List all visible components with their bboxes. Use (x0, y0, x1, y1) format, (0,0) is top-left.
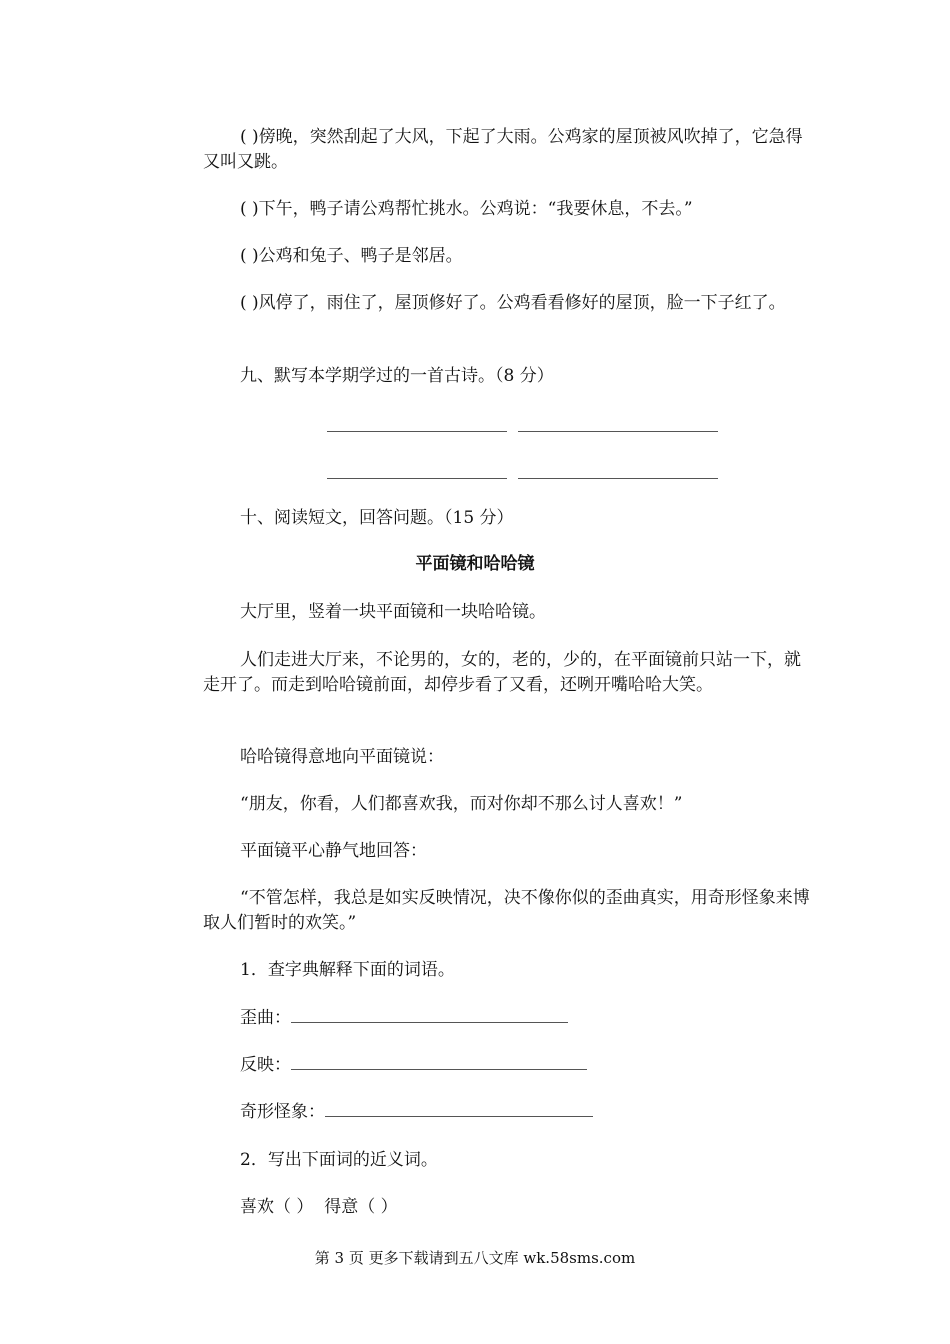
order-item-1 (203, 125, 813, 175)
question-1-prompt: 1．查字典解释下面的词语。 (240, 960, 455, 980)
story-paragraph-5: 平面镜平心静气地回答： (240, 841, 427, 861)
story-paragraph-2: 人们走进大厅来，不论男的，女的，老的，少的，在平面镜前只站一下，就走开了。而走到哈哈镜前面，却停步看了又看，还咧开嘴哈哈大笑。 (203, 650, 801, 695)
order-item-4 (203, 291, 813, 316)
order-blank-4: ( ) (240, 293, 259, 313)
poem-line-1-right[interactable] (518, 431, 718, 432)
story-paragraph-1: 大厅里，竖着一块平面镜和一块哈哈镜。 (240, 602, 546, 622)
order-text-1: 傍晚，突然刮起了大风，下起了大雨。公鸡家的屋顶被风吹掉了，它急得又叫又跳。 (203, 127, 803, 172)
order-blank-2: ( ) (240, 199, 259, 219)
page-footer: 第 3 页 更多下载请到五八文库 wk.58sms.com (314, 1249, 636, 1267)
q1-answer-line-2[interactable] (291, 1055, 587, 1070)
q1-word-1-row (240, 1006, 800, 1031)
story-title: 平面镜和哈哈镜 (415, 554, 535, 574)
story-paragraph-3: 哈哈镜得意地向平面镜说： (240, 747, 444, 767)
order-item-3 (203, 244, 813, 269)
poem-line-1-left[interactable] (327, 431, 507, 432)
order-item-2 (203, 197, 813, 222)
q1-answer-line-1[interactable] (291, 1008, 568, 1023)
question-2-answers: 喜欢（ ） 得意（ ） (240, 1197, 398, 1217)
q1-word-3-row (240, 1100, 800, 1125)
order-blank-3: ( ) (240, 246, 259, 266)
order-text-4: 风停了，雨住了，屋顶修好了。公鸡看看修好的屋顶，脸一下子红了。 (258, 293, 786, 313)
poem-line-2-left[interactable] (327, 478, 507, 479)
q1-word-2-row (240, 1053, 800, 1078)
q1-answer-line-3[interactable] (325, 1102, 593, 1117)
story-paragraph-6: “不管怎样，我总是如实反映情况，决不像你似的歪曲真实，用奇形怪象来博取人们暂时的欢笑。” (203, 888, 810, 933)
q1-word-2: 反映： (240, 1055, 291, 1075)
q1-word-1: 歪曲： (240, 1008, 291, 1028)
section-10-heading: 十、阅读短文，回答问题。（15 分） (240, 508, 514, 528)
order-text-2: 下午，鸭子请公鸡帮忙挑水。公鸡说：“我要休息，不去。” (258, 199, 693, 219)
order-blank-1: ( ) (240, 127, 259, 147)
poem-line-2-right[interactable] (518, 478, 718, 479)
question-2-prompt: 2．写出下面词的近义词。 (240, 1150, 438, 1170)
q1-word-3: 奇形怪象： (240, 1102, 325, 1122)
order-text-3: 公鸡和兔子、鸭子是邻居。 (258, 246, 463, 266)
section-9-heading: 九、默写本学期学过的一首古诗。（8 分） (240, 366, 554, 386)
story-paragraph-4: “朋友，你看，人们都喜欢我，而对你却不那么讨人喜欢！” (240, 794, 683, 814)
